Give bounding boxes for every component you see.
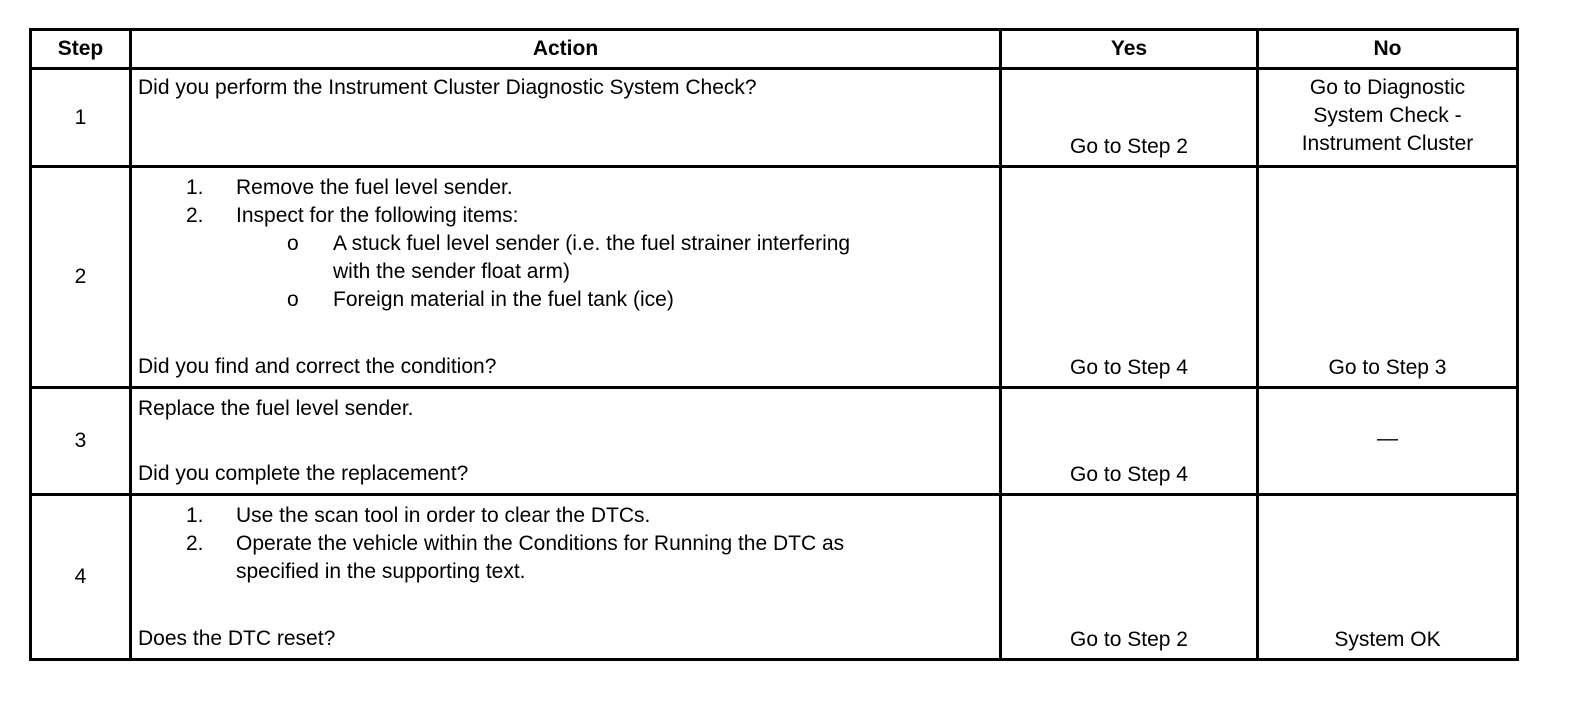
header-action: Action	[131, 30, 1001, 69]
bullet-item: o Foreign material in the fuel tank (ice)	[236, 286, 993, 314]
yes-cell: Go to Step 4	[1001, 167, 1258, 388]
action-cell	[131, 388, 1001, 495]
list-item: 1. Remove the fuel level sender.	[186, 176, 513, 199]
action-instruction: Replace the fuel level sender.	[138, 397, 414, 420]
action-question: Did you find and correct the condition?	[138, 355, 497, 378]
action-question: Does the DTC reset?	[138, 627, 336, 650]
action-question: Did you complete the replacement?	[138, 462, 469, 485]
table-row	[31, 167, 1518, 388]
bullet-item: o A stuck fuel level sender (i.e. the fuel strainer interfering with the sender float arm)	[287, 232, 851, 283]
no-cell: —	[1258, 388, 1518, 495]
no-line: System Check -	[1313, 103, 1462, 127]
action-cell	[131, 69, 1001, 167]
diagnostic-table	[29, 28, 1519, 661]
no-cell: System OK	[1258, 495, 1518, 660]
list-item: 2. Operate the vehicle within the Conditions for Running the DTC as specified in the supporting text.	[186, 532, 845, 583]
numbered-list	[138, 502, 993, 586]
table-row	[31, 388, 1518, 495]
yes-cell: Go to Step 2	[1001, 495, 1258, 660]
header-no: No	[1258, 30, 1518, 69]
table-row	[31, 69, 1518, 167]
bullet-icon: o	[287, 232, 299, 255]
diagnostic-table-wrapper	[29, 28, 1519, 661]
action-cell	[131, 495, 1001, 660]
step-number: 1	[31, 69, 131, 167]
header-step: Step	[31, 30, 131, 69]
header-yes: Yes	[1001, 30, 1258, 69]
numbered-list	[138, 174, 993, 314]
no-cell	[1258, 69, 1518, 167]
yes-cell: Go to Step 2	[1001, 69, 1258, 167]
step-number: 2	[31, 167, 131, 388]
action-question: Did you perform the Instrument Cluster Diagnostic System Check?	[138, 76, 757, 99]
header-row	[31, 30, 1518, 69]
yes-cell: Go to Step 4	[1001, 388, 1258, 495]
table-row	[31, 495, 1518, 660]
action-cell	[131, 167, 1001, 388]
bullet-list	[236, 230, 993, 314]
no-line: Go to Diagnostic	[1309, 75, 1466, 99]
list-item: 2. Inspect for the following items: o A stuck fuel level sender (i.e. the fuel strainer interfering with the sender float arm) o Foreign material in the fuel tank (ice)	[138, 202, 993, 314]
bullet-icon: o	[287, 288, 299, 311]
no-line: Instrument Cluster	[1301, 131, 1474, 155]
list-item: 1. Use the scan tool in order to clear the DTCs.	[186, 504, 651, 527]
no-cell: Go to Step 3	[1258, 167, 1518, 388]
step-number: 4	[31, 495, 131, 660]
step-number: 3	[31, 388, 131, 495]
